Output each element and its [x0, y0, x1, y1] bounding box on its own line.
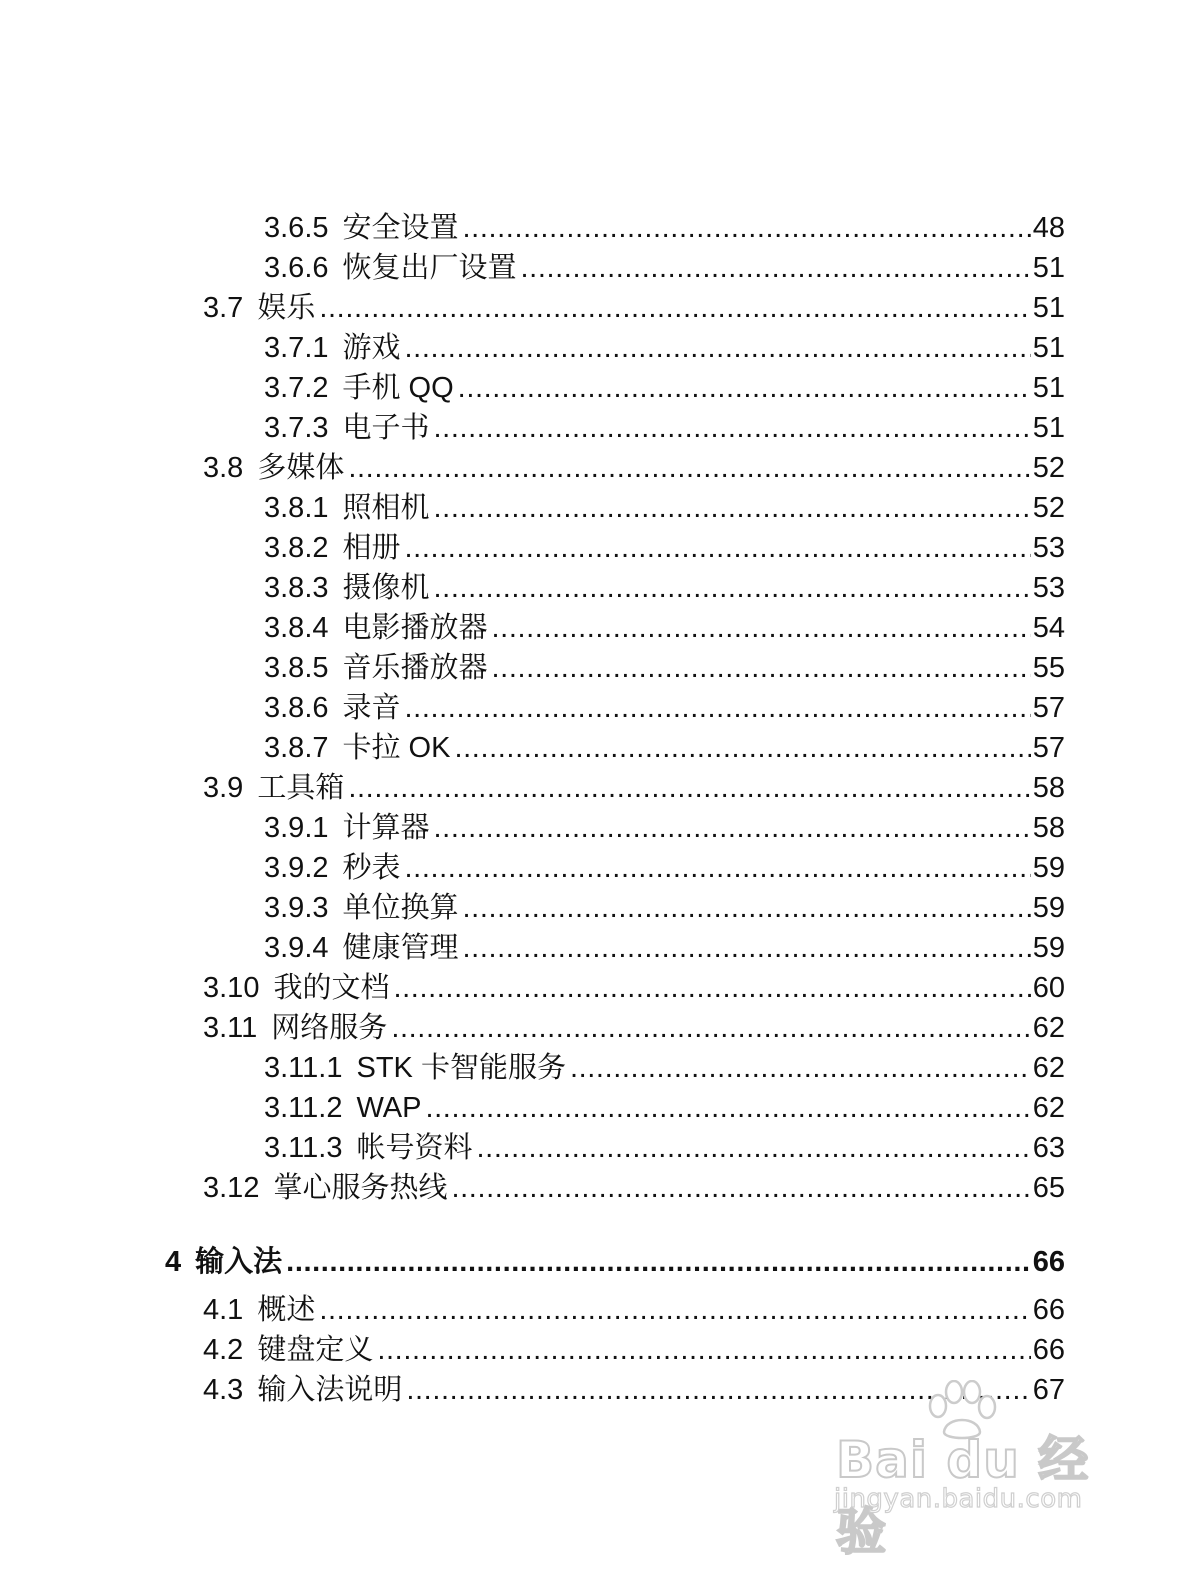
toc-entry-number: 4.3 [203, 1374, 244, 1406]
toc-entry-page: 62 [1032, 1092, 1065, 1124]
toc-entry-number: 3.6.6 [264, 252, 329, 284]
toc-entry-title: 电子书 [342, 412, 430, 444]
toc-entry-page: 66 [1032, 1294, 1065, 1326]
toc-entry-page: 67 [1032, 1374, 1065, 1406]
toc-entry-title: 掌心服务热线 [273, 1172, 448, 1204]
toc-entry-page: 53 [1032, 572, 1065, 604]
toc-dot-leader [458, 371, 1031, 405]
toc-entry-number: 3.7.2 [264, 372, 329, 404]
toc-entry[interactable] [203, 1287, 1065, 1327]
toc-entry-title: 我的文档 [273, 972, 390, 1004]
toc-entry-page: 52 [1032, 492, 1065, 524]
toc-entry[interactable] [264, 925, 1065, 965]
toc-entry[interactable] [264, 1125, 1065, 1165]
toc-entry-title: 手机 QQ [342, 372, 454, 404]
toc-entry[interactable] [203, 765, 1065, 805]
toc-entry-number: 3.11.3 [264, 1132, 343, 1164]
toc-entry[interactable] [264, 645, 1065, 685]
toc-entry-number: 3.12 [203, 1172, 260, 1204]
toc-entry-title: STK 卡智能服务 [356, 1052, 566, 1084]
toc-entry-title: 健康管理 [342, 932, 459, 964]
toc-entry-number: 3.9.3 [264, 892, 329, 924]
toc-entry[interactable] [203, 1165, 1065, 1205]
toc-entry[interactable] [264, 845, 1065, 885]
toc-entry-number: 3.7.3 [264, 412, 329, 444]
toc-entry-number: 3.8 [203, 452, 244, 484]
toc-entry-page: 54 [1032, 612, 1065, 644]
toc-entry-page: 52 [1032, 452, 1065, 484]
toc-entry-page: 58 [1032, 772, 1065, 804]
toc-entry[interactable] [264, 245, 1065, 285]
toc-entry[interactable] [264, 1045, 1065, 1085]
toc-entry-page: 62 [1032, 1052, 1065, 1084]
toc-dot-leader [393, 971, 1030, 1005]
toc-dot-leader [492, 651, 1031, 685]
toc-dot-leader [451, 1171, 1030, 1205]
toc-dot-leader [463, 211, 1031, 245]
toc-entry-title: 单位换算 [342, 892, 459, 924]
toc-dot-leader [492, 611, 1031, 645]
toc-dot-leader [405, 531, 1031, 565]
toc-dot-leader [521, 251, 1031, 285]
toc-entry-number: 3.8.5 [264, 652, 329, 684]
toc-entry-page: 63 [1032, 1132, 1065, 1164]
toc-entry[interactable] [264, 365, 1065, 405]
watermark-url: jingyan.baidu.com [834, 1484, 1083, 1514]
toc-entry-title: 卡拉 OK [342, 732, 451, 764]
toc-dot-leader [434, 411, 1031, 445]
toc-entry-number: 3.8.6 [264, 692, 329, 724]
toc-entry-title: 计算器 [342, 812, 430, 844]
toc-entry-number: 4.2 [203, 1334, 244, 1366]
toc-dot-leader [434, 811, 1031, 845]
toc-entry-title: 键盘定义 [257, 1334, 374, 1366]
toc-entry-number: 3.8.2 [264, 532, 329, 564]
toc-dot-leader [377, 1333, 1030, 1367]
toc-entry-number: 3.7 [203, 292, 244, 324]
toc-entry-title: 秒表 [342, 852, 401, 884]
toc-entry-number: 3.9.4 [264, 932, 329, 964]
toc-entry[interactable] [264, 565, 1065, 605]
toc-entry-page: 55 [1032, 652, 1065, 684]
toc-entry[interactable] [264, 205, 1065, 245]
toc-entry-number: 3.7.1 [264, 332, 329, 364]
toc-dot-leader [286, 1245, 1031, 1279]
toc-entry-page: 51 [1032, 412, 1065, 444]
toc-entry-number: 3.9 [203, 772, 244, 804]
toc-entry-page: 51 [1032, 292, 1065, 324]
toc-entry-page: 57 [1032, 692, 1065, 724]
toc-dot-leader [463, 931, 1031, 965]
toc-entry-title: 多媒体 [257, 452, 345, 484]
toc-dot-leader [319, 1293, 1030, 1327]
toc-entry[interactable] [264, 725, 1065, 765]
toc-entry[interactable] [203, 1327, 1065, 1367]
toc-dot-leader [405, 691, 1031, 725]
toc-dot-leader [477, 1131, 1031, 1165]
toc-entry-title: 游戏 [342, 332, 401, 364]
toc-entry[interactable] [203, 445, 1065, 485]
toc-dot-leader [348, 771, 1030, 805]
toc-dot-leader [434, 491, 1031, 525]
toc-entry-number: 3.6.5 [264, 212, 329, 244]
toc-dot-leader [348, 451, 1030, 485]
toc-entry-number: 3.8.1 [264, 492, 329, 524]
toc-entry[interactable] [264, 325, 1065, 365]
toc-dot-leader [391, 1011, 1030, 1045]
toc-entry-number: 3.8.3 [264, 572, 329, 604]
toc-entry[interactable] [203, 285, 1065, 325]
toc-entry-title: 相册 [342, 532, 401, 564]
toc-entry-title: 安全设置 [342, 212, 459, 244]
toc-entry-number: 3.8.4 [264, 612, 329, 644]
toc-entry-page: 53 [1032, 532, 1065, 564]
toc-entry-number: 3.11 [203, 1012, 258, 1044]
toc-entry-page: 59 [1032, 932, 1065, 964]
toc-entry-title: 输入法 [195, 1246, 283, 1278]
toc-entry[interactable] [264, 885, 1065, 925]
toc-entry[interactable] [264, 805, 1065, 845]
toc-entry-page: 66 [1032, 1246, 1065, 1278]
toc-entry-page: 62 [1032, 1012, 1065, 1044]
toc-entry-title: 照相机 [342, 492, 430, 524]
toc-entry[interactable] [264, 405, 1065, 445]
toc-entry-page: 51 [1032, 372, 1065, 404]
toc-entry-title: 输入法说明 [257, 1374, 403, 1406]
toc-dot-leader [463, 891, 1031, 925]
toc-entry-title: 电影播放器 [342, 612, 488, 644]
toc-entry[interactable] [264, 485, 1065, 525]
toc-entry-number: 3.11.1 [264, 1052, 343, 1084]
toc-entry-title: 恢复出厂设置 [342, 252, 517, 284]
toc-dot-leader [405, 331, 1031, 365]
toc-entry-page: 51 [1032, 252, 1065, 284]
toc-entry-page: 65 [1032, 1172, 1065, 1204]
toc-dot-leader [319, 291, 1030, 325]
toc-entry-page: 48 [1032, 212, 1065, 244]
baidu-jingyan-watermark [830, 1380, 1120, 1561]
toc-entry-page: 51 [1032, 332, 1065, 364]
toc-entry-number: 3.8.7 [264, 732, 329, 764]
toc-entry-page: 59 [1032, 852, 1065, 884]
toc-entry-page: 66 [1032, 1334, 1065, 1366]
toc-entry-number: 3.9.1 [264, 812, 329, 844]
toc-entry[interactable] [203, 1005, 1065, 1045]
toc-entry-title: 录音 [342, 692, 401, 724]
toc-entry-number: 3.9.2 [264, 852, 329, 884]
toc-dot-leader [425, 1091, 1030, 1125]
toc-entry-page: 57 [1032, 732, 1065, 764]
toc-dot-leader [454, 731, 1030, 765]
toc-entry[interactable] [264, 525, 1065, 565]
toc-entry-title: 工具箱 [257, 772, 345, 804]
toc-entry[interactable] [165, 1239, 1065, 1279]
toc-entry-number: 4.1 [203, 1294, 244, 1326]
toc-entry-title: 摄像机 [342, 572, 430, 604]
toc-entry-page: 60 [1032, 972, 1065, 1004]
toc-dot-leader [405, 851, 1031, 885]
toc-entry[interactable] [264, 605, 1065, 645]
toc-entry[interactable] [203, 965, 1065, 1005]
toc-entry-title: 概述 [257, 1294, 316, 1326]
toc-dot-leader [570, 1051, 1031, 1085]
toc-entry-number: 3.10 [203, 972, 260, 1004]
toc-entry-page: 59 [1032, 892, 1065, 924]
toc-entry-number: 4 [165, 1246, 182, 1278]
toc-entry[interactable] [264, 685, 1065, 725]
toc-entry-title: 娱乐 [257, 292, 316, 324]
toc-entry-number: 3.11.2 [264, 1092, 343, 1124]
toc-entry-title: 音乐播放器 [342, 652, 488, 684]
toc-entry[interactable] [264, 1085, 1065, 1125]
toc-entry-page: 58 [1032, 812, 1065, 844]
watermark-brand: Bai du 经验 [836, 1431, 1090, 1561]
toc-entry-title: WAP [356, 1092, 422, 1124]
toc-dot-leader [434, 571, 1031, 605]
toc-entry-title: 帐号资料 [356, 1132, 473, 1164]
toc-entry-title: 网络服务 [271, 1012, 388, 1044]
